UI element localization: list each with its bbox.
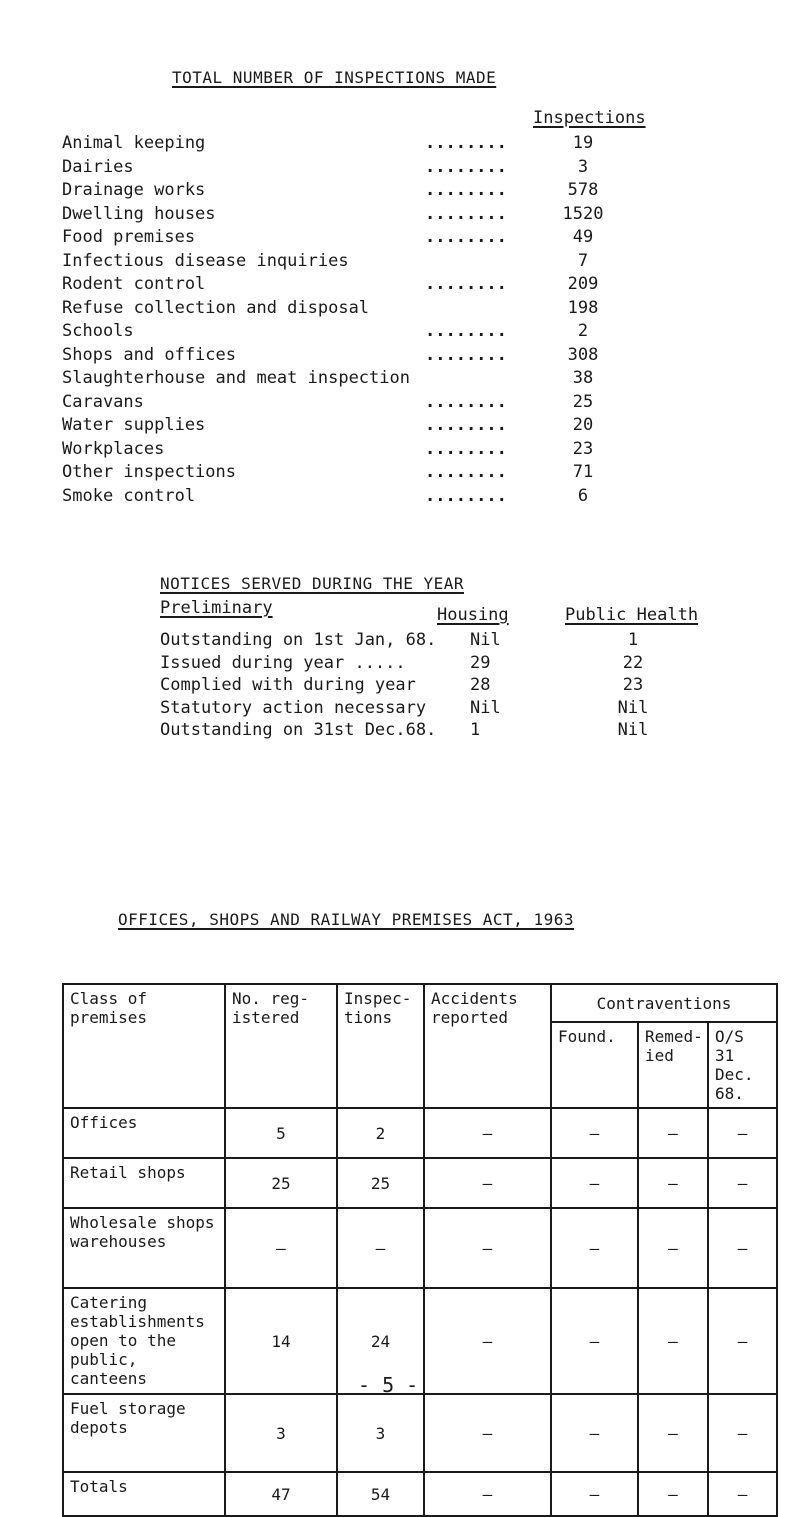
inspection-value: 198: [567, 297, 599, 318]
table-row: [63, 1158, 777, 1208]
inspection-label: Dwelling houses: [62, 203, 216, 224]
inspection-leader-dots: ........: [425, 203, 507, 224]
notice-label: Complied with during year: [160, 675, 416, 695]
inspection-leader-dots: ........: [425, 227, 507, 247]
header-inspections: Inspec- tions: [337, 984, 424, 1108]
cell-found: –: [551, 1472, 638, 1516]
notice-housing-value: Nil: [470, 697, 501, 718]
cell-registered: 25: [225, 1158, 337, 1208]
inspection-value: 19: [572, 133, 594, 153]
notice-label: Issued during year .....: [160, 652, 406, 673]
cell-inspections: 3: [337, 1394, 424, 1472]
cell-inspections: 25: [337, 1158, 424, 1208]
inspection-leader-dots: ........: [425, 415, 507, 435]
inspection-value: 23: [572, 438, 594, 459]
inspection-label: Shops and offices: [62, 344, 236, 365]
cell-class: Offices: [63, 1108, 225, 1158]
inspection-label: Water supplies: [62, 415, 206, 435]
notices-title: NOTICES SERVED DURING THE YEAR: [160, 574, 464, 593]
header-registered: No. reg- istered: [225, 984, 337, 1108]
inspection-leader-dots: ........: [425, 438, 507, 459]
inspection-leader-dots: ........: [425, 274, 507, 294]
inspection-leader-dots: ........: [425, 391, 507, 412]
cell-class: Catering establishments open to the public, canteens: [63, 1288, 225, 1394]
inspection-leader-dots: ........: [425, 321, 507, 341]
inspection-label: Workplaces: [62, 438, 165, 459]
inspection-label: Caravans: [62, 391, 144, 412]
inspection-value: 308: [567, 344, 599, 365]
cell-found: –: [551, 1108, 638, 1158]
inspection-leader-dots: ........: [425, 133, 507, 153]
page-title: TOTAL NUMBER OF INSPECTIONS MADE: [172, 68, 497, 87]
cell-remedied: –: [638, 1394, 708, 1472]
cell-class: Totals: [63, 1472, 225, 1516]
inspection-label: Food premises: [62, 227, 196, 247]
totals-row: [63, 1472, 777, 1516]
cell-remedied: –: [638, 1158, 708, 1208]
table-row: [63, 1108, 777, 1158]
cell-inspections: 54: [337, 1472, 424, 1516]
notice-housing-value: 29: [470, 652, 491, 673]
header-accidents: Accidents reported: [424, 984, 551, 1108]
notice-public-health-value: Nil: [617, 697, 649, 718]
cell-outstanding: –: [708, 1288, 777, 1394]
cell-accidents: –: [424, 1288, 551, 1394]
premises-table: [62, 983, 778, 1517]
inspection-label: Refuse collection and disposal: [62, 297, 370, 318]
cell-registered: 3: [225, 1394, 337, 1472]
inspection-value: 2: [577, 321, 589, 341]
notice-public-health-value: Nil: [617, 720, 649, 740]
inspection-label: Dairies: [62, 156, 134, 177]
cell-found: –: [551, 1288, 638, 1394]
inspection-value: 38: [572, 368, 594, 388]
cell-registered: 14: [225, 1288, 337, 1394]
inspection-leader-dots: ........: [425, 485, 507, 506]
inspection-label: Smoke control: [62, 485, 196, 506]
notice-housing-value: 1: [470, 720, 481, 740]
inspection-value: 1520: [562, 203, 604, 224]
inspection-value: 7: [577, 250, 589, 271]
inspection-label: Other inspections: [62, 462, 236, 482]
inspection-leader-dots: ........: [425, 462, 507, 482]
inspection-value: 25: [572, 391, 594, 412]
cell-class: Retail shops: [63, 1158, 225, 1208]
cell-registered: 47: [225, 1472, 337, 1516]
notice-public-health-value: 22: [622, 652, 644, 673]
cell-outstanding: –: [708, 1472, 777, 1516]
header-found: Found.: [551, 1022, 638, 1108]
cell-registered: 5: [225, 1108, 337, 1158]
cell-registered: –: [225, 1208, 337, 1288]
offices-act-title: OFFICES, SHOPS AND RAILWAY PREMISES ACT, 1963: [118, 910, 574, 929]
cell-outstanding: –: [708, 1208, 777, 1288]
notice-public-health-value: 23: [622, 675, 644, 695]
header-class: Class of premises: [63, 984, 225, 1108]
inspection-value: 49: [572, 227, 594, 247]
inspection-leader-dots: ........: [425, 180, 507, 200]
cell-accidents: –: [424, 1158, 551, 1208]
cell-outstanding: –: [708, 1158, 777, 1208]
inspection-value: 209: [567, 274, 599, 294]
inspections-column-header: Inspections: [533, 108, 646, 128]
cell-found: –: [551, 1394, 638, 1472]
cell-inspections: 2: [337, 1108, 424, 1158]
inspection-value: 71: [572, 462, 594, 482]
cell-remedied: –: [638, 1472, 708, 1516]
inspection-label: Infectious disease inquiries: [62, 250, 349, 271]
cell-accidents: –: [424, 1394, 551, 1472]
inspection-value: 6: [577, 485, 589, 506]
cell-accidents: –: [424, 1208, 551, 1288]
table-row: [63, 1288, 777, 1394]
notice-public-health-value: 1: [627, 630, 639, 650]
inspection-label: Animal keeping: [62, 133, 206, 153]
cell-accidents: –: [424, 1472, 551, 1516]
cell-outstanding: –: [708, 1108, 777, 1158]
inspection-label: Schools: [62, 321, 134, 341]
notices-preliminary-label: Preliminary: [160, 598, 273, 618]
page-number: - 5 -: [358, 1373, 419, 1397]
notice-housing-value: 28: [470, 675, 491, 695]
cell-remedied: –: [638, 1288, 708, 1394]
cell-inspections: –: [337, 1208, 424, 1288]
inspection-leader-dots: ........: [425, 156, 507, 177]
header-outstanding: O/S 31 Dec. 68.: [708, 1022, 777, 1108]
table-row: [63, 1394, 777, 1472]
header-remedied: Remed- ied: [638, 1022, 708, 1108]
cell-class: Fuel storage depots: [63, 1394, 225, 1472]
inspection-label: Slaughterhouse and meat inspection: [62, 368, 410, 388]
cell-remedied: –: [638, 1108, 708, 1158]
inspection-value: 578: [567, 180, 599, 200]
cell-outstanding: –: [708, 1394, 777, 1472]
inspection-label: Drainage works: [62, 180, 206, 200]
cell-accidents: –: [424, 1108, 551, 1158]
inspection-label: Rodent control: [62, 274, 206, 294]
header-contraventions: Contraventions: [551, 984, 777, 1022]
cell-found: –: [551, 1158, 638, 1208]
cell-found: –: [551, 1208, 638, 1288]
inspection-value: 20: [572, 415, 594, 435]
notices-public-health-header: Public Health: [565, 605, 699, 625]
cell-remedied: –: [638, 1208, 708, 1288]
table-row: [63, 1208, 777, 1288]
inspection-value: 3: [577, 156, 589, 177]
table-header-row: [63, 984, 777, 1022]
notice-label: Outstanding on 1st Jan, 68.: [160, 630, 437, 650]
notice-housing-value: Nil: [470, 630, 501, 650]
inspection-leader-dots: ........: [425, 344, 507, 365]
notice-label: Outstanding on 31st Dec.68.: [160, 720, 437, 740]
cell-inspections: 24: [337, 1288, 424, 1394]
cell-class: Wholesale shops warehouses: [63, 1208, 225, 1288]
notices-housing-header: Housing: [437, 605, 509, 625]
notice-label: Statutory action necessary: [160, 697, 427, 718]
